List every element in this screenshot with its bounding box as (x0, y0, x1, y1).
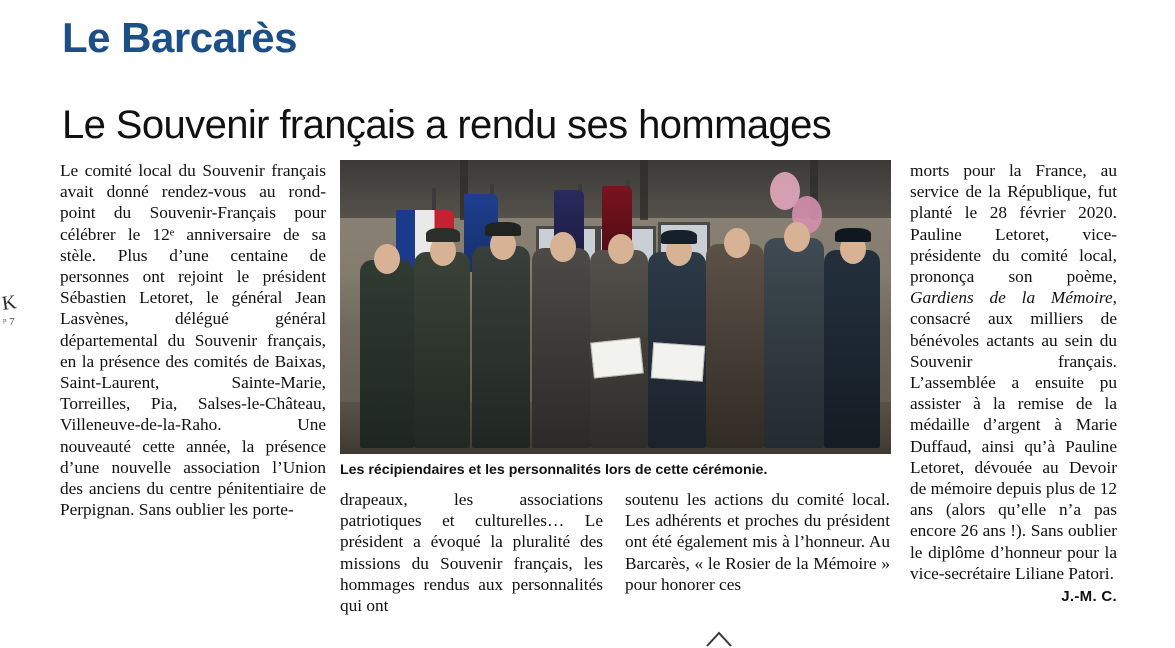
body-column-3 (625, 489, 890, 595)
body-text-4b: , consacré aux milliers de bénévoles actants au sein du Souvenir français. L’assemblée a ensuite pu assister à la remise de la médaille d’argent à Marie Duffaud, ainsi qu’à Pauline Letoret, dévouée au Devoir de mémoire depuis plus de 12 ans (alors qu’elle n’a pas encore 26 ans !). Sans oublier le diplôme d’honneur pour la vice-secrétaire Liliane Patori. (910, 288, 1117, 583)
body-text-1: Le comité local du Souvenir français avait donné rendez-vous au rond-point du Souvenir-Français pour célébrer le 12ᵉ anniversaire de sa stèle. Plus d’une centaine de personnes ont rejoint le président Sébastien Letoret, le général Jean Lasvènes, délégué général départemental du Souvenir français, en la présence des comités de Baixas, Saint-Laurent, Sainte-Marie, Torreilles, Pia, Salses-le-Château, Villeneuve-de-la-Raho. Une nouveauté cette année, la présence d’une nouvelle association l’Union des anciens du centre pénitentiaire de Perpignan. Sans oublier les porte- (60, 161, 326, 520)
page-fold-caret-icon (706, 631, 732, 647)
body-text-2: drapeaux, les associations patriotiques et culturelles… Le président a évoqué la pluralité des missions du Souvenir français, les hommages rendus aux personnalités qui ont (340, 490, 603, 616)
body-column-1 (60, 160, 326, 520)
margin-mark-letter: K (0, 291, 18, 315)
photo-caption: Les récipiendaires et les personnalités lors de cette cérémonie. (340, 462, 768, 478)
page-kicker: Le Barcarès (62, 14, 297, 61)
body-column-2 (340, 489, 603, 616)
body-text-3: soutenu les actions du comité local. Les adhérents et proches du président ont été également mis à l’honneur. Au Barcarès, « le Rosier de la Mémoire » pour honorer ces (625, 490, 890, 594)
body-text-4a: morts pour la France, au service de la République, fut planté le 28 février 2020. Pauline Letoret, vice-présidente du comité local, prononça son poème, (910, 161, 1117, 287)
body-column-4 (910, 160, 1117, 607)
photo-block (340, 160, 891, 479)
margin-mark-number: ᵖ 7 (3, 316, 15, 328)
author-signature: J.-M. C. (1061, 588, 1117, 606)
page-title: Le Souvenir français a rendu ses hommages (62, 102, 832, 147)
ceremony-photo (340, 160, 891, 454)
body-text-4 (910, 160, 1117, 584)
poem-title: Gardiens de la Mémoire (910, 288, 1113, 308)
